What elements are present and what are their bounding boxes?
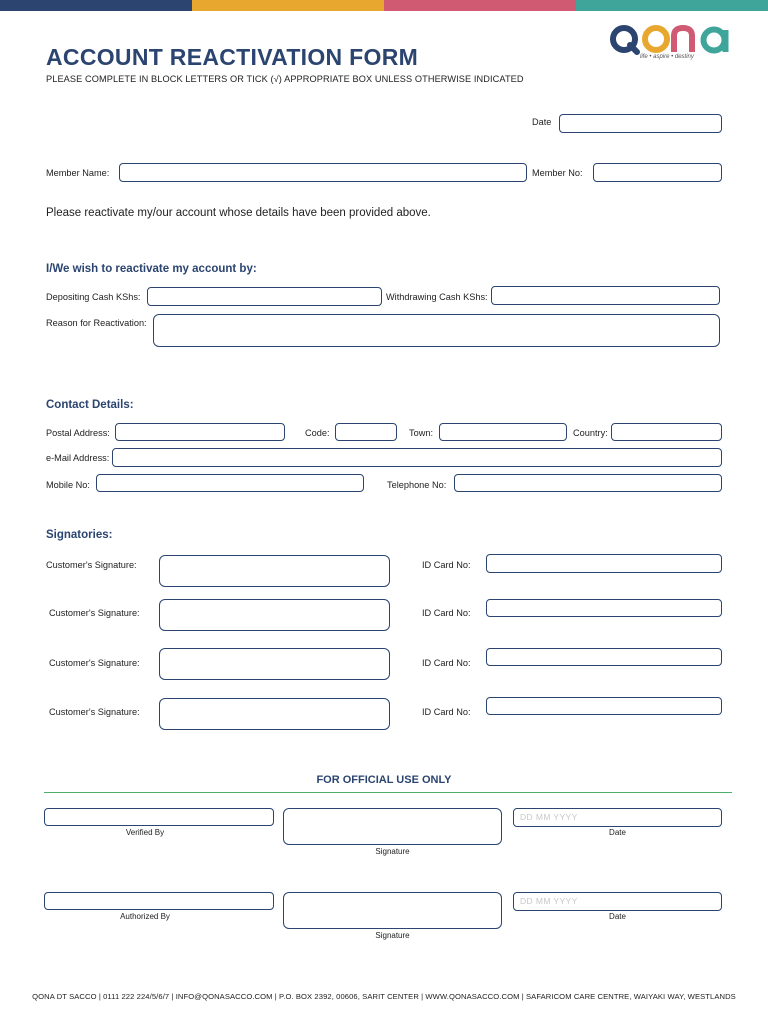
postal-address-field[interactable] [115,423,285,441]
country-field[interactable] [611,423,722,441]
official-date-field[interactable] [513,892,722,911]
id-card-field[interactable] [486,554,722,573]
authorized-by-label: Authorized By [120,912,170,921]
official-signature-field[interactable] [283,808,502,845]
customer-signature-field[interactable] [159,555,390,587]
customer-signature-label: Customer's Signature: [46,560,137,570]
postal-address-label: Postal Address: [46,428,110,438]
town-field[interactable] [439,423,567,441]
email-label: e-Mail Address: [46,453,110,463]
member-name-label: Member Name: [46,168,110,178]
country-label: Country: [573,428,608,438]
official-signature-label: Signature [375,847,410,856]
reason-field[interactable] [153,314,720,347]
reason-label: Reason for Reactivation: [46,318,147,328]
official-date-label: Date [609,912,626,921]
contact-heading: Contact Details: [46,399,134,411]
reactivation-statement: Please reactivate my/our account whose details have been provided above. [46,207,431,219]
depositing-label: Depositing Cash KShs: [46,292,141,302]
customer-signature-label: Customer's Signature: [49,608,140,618]
customer-signature-field[interactable] [159,599,390,631]
page-subtitle: PLEASE COMPLETE IN BLOCK LETTERS OR TICK (√) APPROPRIATE BOX UNLESS OTHERWISE INDICATED [46,74,524,84]
withdrawing-label: Withdrawing Cash KShs: [386,292,488,302]
official-date-label: Date [609,828,626,837]
date-field[interactable] [559,114,722,133]
member-no-field[interactable] [593,163,722,182]
id-card-field[interactable] [486,697,722,715]
date-label: Date [532,117,552,127]
bar-segment-blue [0,0,192,11]
bar-segment-pink [384,0,576,11]
footer-contact-info: QONA DT SACCO | 0111 222 224/5/6/7 | INFO@QONASACCO.COM | P.O. BOX 2392, 00606, SARIT CENTER | WWW.QONASACCO.COM | SAFARICOM CARE CENTRE, WAIYAKI WAY, WESTLANDS [32,992,736,1001]
date-placeholder: DD MM YYYY [520,896,578,906]
bar-segment-teal [576,0,768,11]
id-card-field[interactable] [486,599,722,617]
withdrawing-field[interactable] [491,286,720,305]
depositing-field[interactable] [147,287,382,306]
customer-signature-field[interactable] [159,648,390,680]
member-name-field[interactable] [119,163,527,182]
logo-tagline: life • aspire • destiny [640,54,694,60]
bar-segment-yellow [192,0,384,11]
date-placeholder: DD MM YYYY [520,812,578,822]
id-card-label: ID Card No: [422,608,471,618]
official-divider [44,792,732,793]
customer-signature-label: Customer's Signature: [49,707,140,717]
telephone-label: Telephone No: [387,480,447,490]
telephone-field[interactable] [454,474,722,492]
official-use-heading: FOR OFFICIAL USE ONLY [316,774,452,786]
code-label: Code: [305,428,330,438]
verified-by-label: Verified By [125,828,165,837]
id-card-label: ID Card No: [422,707,471,717]
official-signature-field[interactable] [283,892,502,929]
qona-logo [608,22,740,66]
town-label: Town: [409,428,433,438]
customer-signature-label: Customer's Signature: [49,658,140,668]
verified-by-field[interactable] [44,808,274,826]
code-field[interactable] [335,423,397,441]
authorized-by-field[interactable] [44,892,274,910]
email-field[interactable] [112,448,722,467]
official-date-field[interactable] [513,808,722,827]
mobile-label: Mobile No: [46,480,90,490]
member-no-label: Member No: [532,168,583,178]
id-card-field[interactable] [486,648,722,666]
official-signature-label: Signature [375,931,410,940]
id-card-label: ID Card No: [422,560,471,570]
reactivate-heading: I/We wish to reactivate my account by: [46,263,257,275]
customer-signature-field[interactable] [159,698,390,730]
brand-color-bar [0,0,768,11]
mobile-field[interactable] [96,474,364,492]
page-title: ACCOUNT REACTIVATION FORM [46,44,419,70]
signatories-heading: Signatories: [46,529,113,541]
id-card-label: ID Card No: [422,658,471,668]
